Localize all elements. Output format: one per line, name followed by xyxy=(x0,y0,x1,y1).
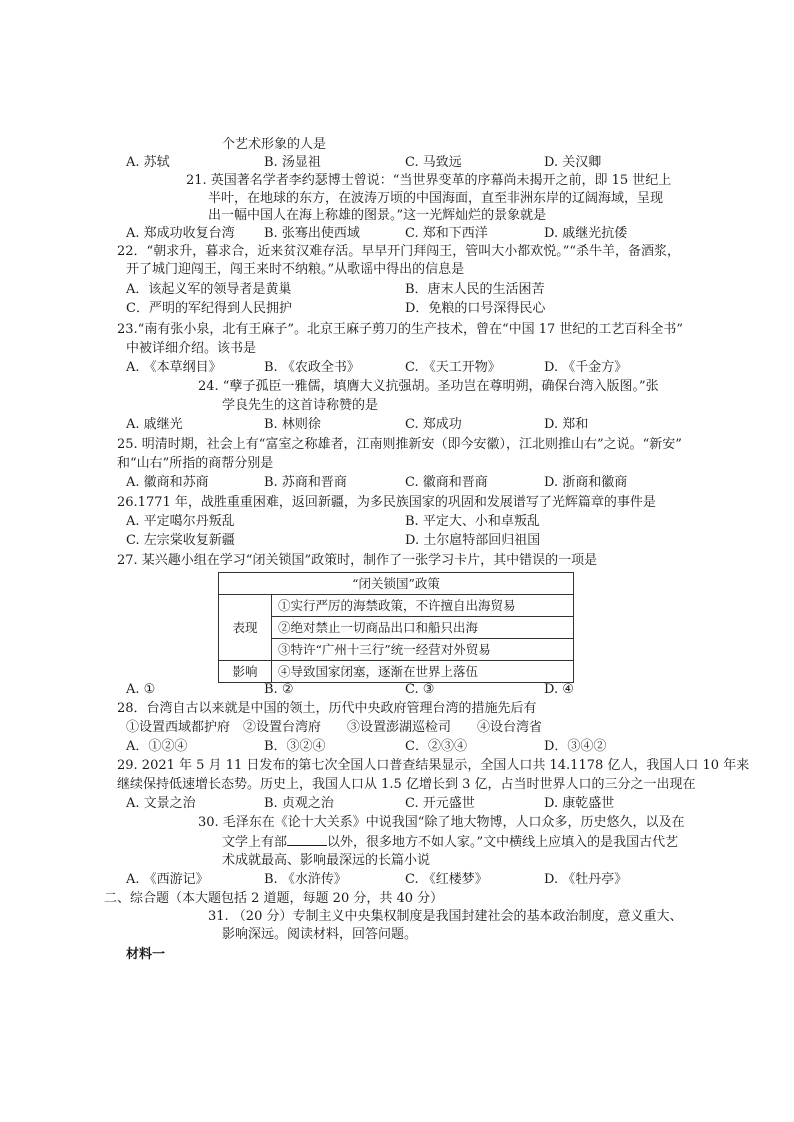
q26-option-d: D. 土尔扈特部回归祖国 xyxy=(405,533,541,548)
q28-option-b: B．③②④ xyxy=(264,739,326,754)
q21-option-d: D. 戚继光抗倭 xyxy=(544,226,628,241)
q21-option-b: B. 张骞出使西域 xyxy=(264,226,360,241)
q22-stem-line2: 开了城门迎闯王，闯王来时不纳粮。”从歌谣中得出的信息是 xyxy=(126,262,465,277)
q25-stem-line1: 25. 明清时期，社会上有“富室之称雄者，江南则推新安（即今安徽），江北则推山右”之说。“新安” xyxy=(117,437,682,452)
q23-stem-line1: 23.“南有张小泉，北有王麻子”。北京王麻子剪刀的生产技术，曾在“中国 17 世纪的工艺百科全书” xyxy=(117,322,684,337)
study-card-row-1: ①实行严厉的海禁政策，不许擅自出海贸易 xyxy=(272,595,574,617)
study-card-table xyxy=(218,572,574,683)
section-two-heading: 二、综合题（本大题包括 2 道题，每题 20 分，共 40 分） xyxy=(104,891,444,906)
q24-option-d: D. 郑和 xyxy=(544,417,589,432)
q30-option-c: C. 《红楼梦》 xyxy=(405,872,488,887)
q20-option-b: B. 汤显祖 xyxy=(264,155,321,170)
q30-option-d: D. 《牡丹亭》 xyxy=(544,872,628,887)
study-card-row-2: ②绝对禁止一切商品出口和船只出海 xyxy=(272,617,574,639)
q31-stem-line2: 影响深远。阅读材料，回答问题。 xyxy=(222,927,418,942)
q30-stem-line2 xyxy=(222,833,678,852)
study-card-row-3: ③特许“广州十三行”统一经营对外贸易 xyxy=(272,639,574,661)
q22-option-a: A．该起义军的领导者是黄巢 xyxy=(126,282,292,297)
study-card-label-performance: 表现 xyxy=(219,595,272,661)
q27-option-b: B. ② xyxy=(264,682,294,697)
q20-stem: 个艺术形象的人是 xyxy=(222,137,327,152)
q21-option-c: C. 郑和下西洋 xyxy=(405,226,488,241)
q20-option-a: A. 苏轼 xyxy=(126,155,170,170)
q26-option-b: B. 平定大、小和卓叛乱 xyxy=(405,514,540,529)
q30-option-b: B. 《水浒传》 xyxy=(264,872,347,887)
q25-stem-line2: 和“山右”所指的商帮分别是 xyxy=(117,456,274,471)
q29-stem-line2: 继续保持低速增长态势。历史上，我国人口从 1.5 亿增长到 3 亿，占当时世界人口的三分之一出现在 xyxy=(117,777,696,792)
q29-option-a: A. 文景之治 xyxy=(126,796,196,811)
q30-stem-line2-end: 以外，很多地方不如人家。”文中横线上应填入的是我国古代艺 xyxy=(327,835,679,850)
q23-stem-line2: 中被详细介绍。该书是 xyxy=(126,341,257,356)
q28-option-c: C．②③④ xyxy=(405,739,467,754)
q27-option-d: D. ④ xyxy=(544,682,574,697)
study-card-label-effect: 影响 xyxy=(219,661,272,683)
q28-stem-line1: 28．台湾自古以来就是中国的领土，历代中央政府管理台湾的措施先后有 xyxy=(117,701,537,716)
study-card-row-4: ④导致国家闭塞，逐渐在世界上落伍 xyxy=(272,661,574,683)
q25-option-c: C. 徽商和晋商 xyxy=(405,475,488,490)
q27-option-c: C. ③ xyxy=(405,682,435,697)
q28-option-d: D．③④② xyxy=(544,739,607,754)
q29-option-d: D. 康乾盛世 xyxy=(544,796,615,811)
q22-option-d: D．免粮的口号深得民心 xyxy=(405,301,546,316)
q20-option-c: C. 马致远 xyxy=(405,155,462,170)
q20-option-d: D. 关汉卿 xyxy=(544,155,602,170)
q23-option-a: A. 《本草纲目》 xyxy=(126,360,222,375)
q25-option-d: D. 浙商和徽商 xyxy=(544,475,628,490)
q26-stem: 26.1771 年，战胜重重困难，返回新疆，为多民族国家的巩固和发展谱写了光辉篇章的事件是 xyxy=(117,495,656,510)
study-card-title: “闭关锁国”政策 xyxy=(219,573,574,595)
q24-stem-line2: 学良先生的这首诗称赞的是 xyxy=(222,398,379,413)
q29-option-b: B. 贞观之治 xyxy=(264,796,334,811)
q25-option-b: B. 苏商和晋商 xyxy=(264,475,347,490)
q21-stem-line1: 21. 英国著名学者李约瑟博士曾说：“当世界变革的序幕尚未揭开之前，即 15 世纪上 xyxy=(186,173,672,188)
q30-stem-line1: 30. 毛泽东在《论十大关系》中说我国“除了地大物博，人口众多，历史悠久，以及在 xyxy=(198,815,685,830)
q24-option-b: B. 林则徐 xyxy=(264,417,321,432)
q31-stem-line1: 31. （20 分）专制主义中央集权制度是我国封建社会的基本政治制度，意义重大、 xyxy=(208,909,683,924)
q26-option-a: A. 平定噶尔丹叛乱 xyxy=(126,514,235,529)
q30-stem-line2-start: 文学上有部 xyxy=(222,835,288,850)
q24-option-a: A. 戚继光 xyxy=(126,417,183,432)
q23-option-c: C. 《天工开物》 xyxy=(405,360,501,375)
q22-option-c: C．严明的军纪得到人民拥护 xyxy=(126,301,292,316)
material-one-label: 材料一 xyxy=(126,947,166,962)
q22-stem-line1: 22．“朝求升，暮求合，近来贫汉难存活。早早开门拜闯王，管叫大小都欢悦。”“杀牛羊，备酒浆， xyxy=(117,244,680,259)
q21-stem-line3: 出一幅中国人在海上称雄的图景。”这一光辉灿烂的景象就是 xyxy=(208,208,547,223)
q30-option-a: A. 《西游记》 xyxy=(126,872,209,887)
q21-stem-line2: 半叶，在地球的东方，在波涛万顷的中国海面，直至非洲东岸的辽阔海域，呈现 xyxy=(208,191,664,206)
answer-blank xyxy=(287,833,327,846)
q28-option-a: A．①②④ xyxy=(126,739,188,754)
q23-option-b: B. 《农政全书》 xyxy=(264,360,360,375)
q29-option-c: C. 开元盛世 xyxy=(405,796,475,811)
q28-stem-line2: ①设置西域都护府 ②设置台湾府 ③设置澎湖巡检司 ④设台湾省 xyxy=(126,720,543,735)
q29-stem-line1: 29. 2021 年 5 月 11 日发布的第七次全国人口普查结果显示，全国人口共 14.1178 亿人，我国人口 10 年来 xyxy=(117,758,750,773)
q22-option-b: B．唐末人民的生活困苦 xyxy=(405,282,545,297)
q26-option-c: C. 左宗棠收复新疆 xyxy=(126,533,235,548)
q24-stem-line1: 24. “孽子孤臣一雅儒，填膺大义抗强胡。圣功岂在尊明朔，确保台湾入版图。”张 xyxy=(198,379,659,394)
q27-option-a: A. ① xyxy=(126,682,156,697)
q24-option-c: C. 郑成功 xyxy=(405,417,462,432)
q23-option-d: D. 《千金方》 xyxy=(544,360,628,375)
q27-stem: 27. 某兴趣小组在学习“闭关锁国”政策时，制作了一张学习卡片，其中错误的一项是 xyxy=(117,553,598,568)
q30-stem-line3: 术成就最高、影响最深远的长篇小说 xyxy=(222,853,431,868)
q25-option-a: A. 徽商和苏商 xyxy=(126,475,209,490)
q21-option-a: A. 郑成功收复台湾 xyxy=(126,226,235,241)
